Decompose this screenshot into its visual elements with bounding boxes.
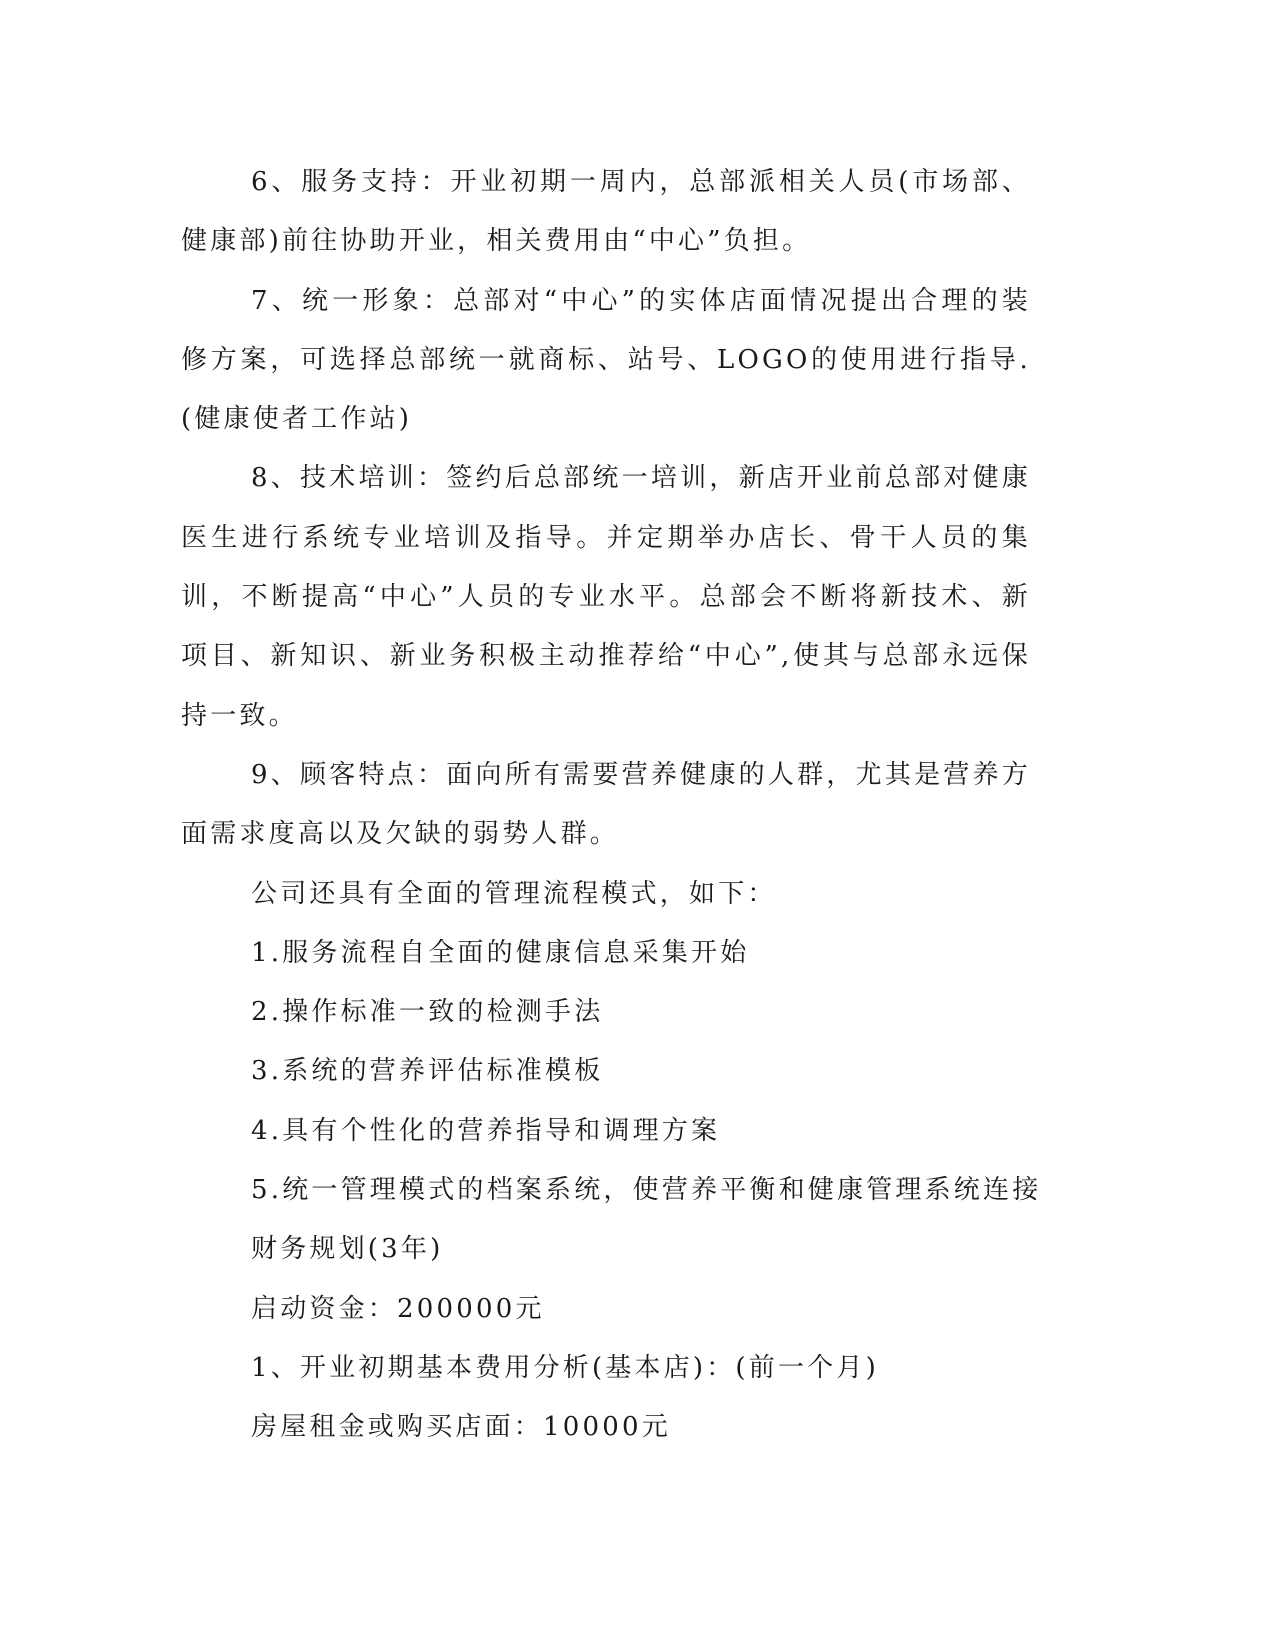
financial-plan-heading: 财务规划(3年) [251,1234,444,1265]
process-item-4: 4.具有个性化的营养指导和调理方案 [251,1115,721,1146]
paragraph-unified-image: 7、统一形象：总部对“中心”的实体店面情况提出合理的装修方案，可选择总部统一就商标、站号、LOGO的使用进行指导.(健康使者工作站) [181,285,1031,435]
paragraph-technical-training: 8、技术培训：签约后总部统一培训，新店开业前总部对健康医生进行系统专业培训及指导。并定期举办店长、骨干人员的集训，不断提高“中心”人员的专业水平。总部会不断将新技术、新项目、新知识、新业务积极主动推荐给“中心”,使其与总部永远保持一致。 [181,463,1031,731]
initial-cost-analysis-heading: 1、开业初期基本费用分析(基本店)：(前一个月) [251,1352,879,1383]
process-item-5: 5.统一管理模式的档案系统，使营养平衡和健康管理系统连接 [251,1175,1042,1206]
paragraph-service-support: 6、服务支持：开业初期一周内，总部派相关人员(市场部、健康部)前往协助开业，相关费用由“中心”负担。 [181,167,1031,257]
rent-cost: 房屋租金或购买店面：10000元 [251,1412,671,1443]
process-item-2: 2.操作标准一致的检测手法 [251,997,604,1028]
startup-capital: 启动资金：200000元 [251,1293,545,1324]
process-item-1: 1.服务流程自全面的健康信息采集开始 [251,937,750,968]
management-process-intro: 公司还具有全面的管理流程模式，如下： [251,878,777,909]
document-body [181,153,1042,1458]
process-item-3: 3.系统的营养评估标准模板 [251,1056,604,1087]
paragraph-customer-features: 9、顾客特点：面向所有需要营养健康的人群，尤其是营养方面需求度高以及欠缺的弱势人群。 [181,759,1031,850]
